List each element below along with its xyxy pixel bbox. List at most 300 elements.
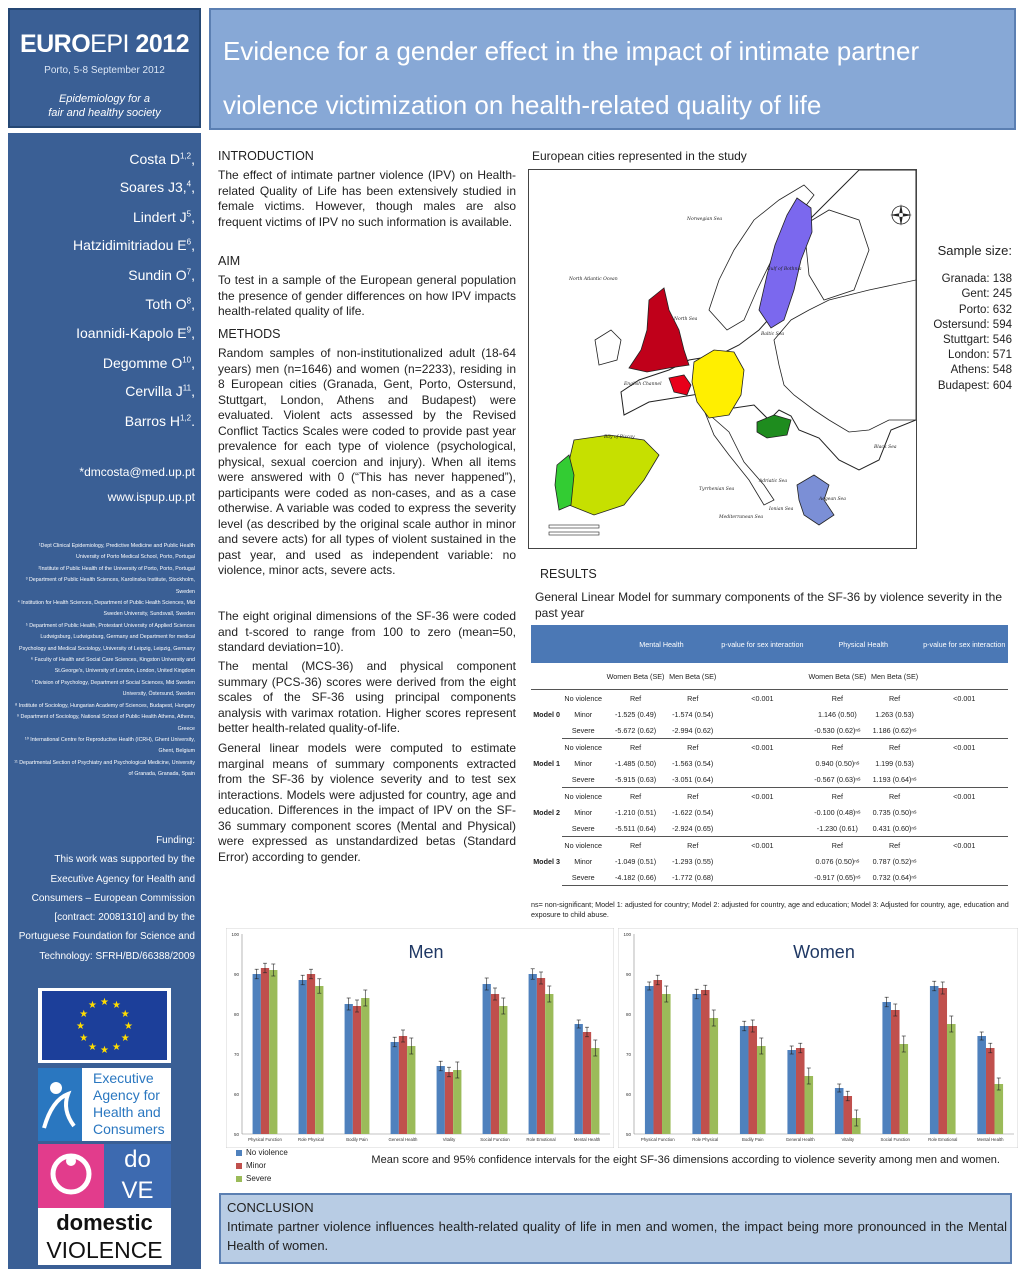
- y-tick-label: 50: [233, 1132, 239, 1137]
- affiliation-item: ⁴ Institution for Health Sciences, Department of Public Health Sciences, Mid Sweden University, Sundsvall, Sweden: [17, 600, 195, 618]
- author-surname: Degomme O: [102, 355, 183, 371]
- x-tick-label: Mental Health: [976, 1137, 1004, 1142]
- table-cell: -1.293 (0.55): [672, 856, 714, 866]
- affiliation-item: ⁹ Department of Sociology, National School of Public Health Athens, Athens, Greece: [16, 714, 195, 732]
- table-cell: -5.672 (0.62): [604, 722, 667, 739]
- table-cell: -2.924 (0.65): [667, 820, 719, 837]
- table-cell: [719, 706, 806, 722]
- table-row: [531, 690, 1008, 707]
- conclusion-heading: CONCLUSION: [227, 1200, 314, 1215]
- legend-label: Minor: [246, 1161, 267, 1170]
- author-affiliation-ref: 4: [186, 179, 192, 189]
- severity-label: Minor: [574, 758, 593, 768]
- p-value-cell: <0.001: [751, 791, 774, 801]
- table-cell: [920, 869, 1008, 886]
- severity-label: Severe: [562, 869, 604, 886]
- table-cell: [920, 804, 1008, 820]
- y-tick-label: 70: [233, 1052, 239, 1057]
- eahc-line-2: Agency for: [93, 1087, 160, 1103]
- sea-label: Adriatic Sea: [759, 479, 788, 484]
- table-cell: 0.735 (0.50)ⁿˢ: [872, 807, 917, 817]
- sea-label: English Channel: [624, 382, 662, 387]
- table-cell: [562, 663, 604, 690]
- table-cell: [719, 853, 806, 869]
- table-cell: [920, 663, 1008, 690]
- eahc-text: [93, 1070, 165, 1138]
- p-value-cell: <0.001: [953, 693, 976, 703]
- y-tick-label: 50: [625, 1132, 631, 1137]
- eu-star-icon: ★: [88, 1041, 97, 1053]
- eu-star-icon: ★: [79, 1033, 89, 1044]
- methods-paragraph-2: The eight original dimensions of the SF-36 were coded and t-scored to range from 100 to zero (mean=50, standard deviation=10).: [218, 609, 516, 654]
- p-value-cell: <0.001: [953, 791, 976, 801]
- chart-bar: [787, 1050, 796, 1134]
- table-cell: 0.431 (0.60)ⁿˢ: [869, 820, 921, 837]
- author-surname: Cervilla J: [125, 383, 183, 399]
- author-separator: ,: [191, 237, 195, 253]
- affiliation-item: ¹⁰ International Centre for Reproductive Health (ICRH), Ghent University, Ghent, Belgium: [24, 736, 195, 755]
- table-cell: 0.076 (0.50)ⁿˢ: [815, 856, 860, 866]
- results-heading: RESULTS: [540, 567, 597, 581]
- author-surname: Ioannidi-Kapolo E: [76, 325, 187, 341]
- chart-bar: [445, 1072, 453, 1134]
- model-label: Model 2: [533, 807, 560, 817]
- legend-swatch: [236, 1176, 242, 1182]
- sea-label: Mediterranean Sea: [719, 515, 764, 520]
- table-subheader-row: [531, 663, 1008, 690]
- affiliations: [12, 541, 195, 781]
- chart-bar: [545, 994, 553, 1134]
- sample-size-heading: Sample size:: [937, 243, 1012, 258]
- table-row: [531, 804, 1008, 820]
- table-cell: 1.263 (0.53): [875, 709, 914, 719]
- author-name: [129, 151, 195, 167]
- table-cell: -3.051 (0.64): [667, 771, 719, 788]
- eu-star-icon: ★: [120, 1009, 130, 1020]
- eu-star-icon: ★: [112, 1041, 121, 1053]
- chart-bar: [930, 986, 939, 1134]
- table-cell: 0.787 (0.52)ⁿˢ: [872, 856, 917, 866]
- model-label: Model 1: [533, 758, 560, 768]
- author-affiliation-ref: 1,2: [179, 151, 192, 161]
- author-surname: Sundin O: [128, 267, 187, 283]
- author-affiliation-ref: 7: [186, 267, 192, 277]
- table-cell: [920, 755, 1008, 771]
- table-cell: -1.772 (0.68): [667, 869, 719, 886]
- eu-star-icon: ★: [79, 1009, 89, 1020]
- chart-bar: [645, 986, 654, 1134]
- model-label: Model 0: [533, 709, 560, 719]
- author-affiliation-ref: 10: [182, 355, 192, 365]
- chart-bar: [345, 1004, 353, 1134]
- logo-euro: EURO: [19, 30, 91, 58]
- author-name: [125, 413, 195, 429]
- funding-text: This work was supported by the Executive Agency for Health and Consumers – European Commission [contract: 20081310] and by the Portuguese Foundation for Science and Technology: SFRH/BD/66388/2009: [18, 854, 195, 962]
- affiliation-item: ⁶ Faculty of Health and Social Care Sciences, Kingston University and St.George's, University of London, London, United Kingdom: [30, 657, 195, 675]
- table-cell: -0.530 (0.62)ⁿˢ: [806, 722, 869, 739]
- eu-star-icon: ★: [100, 1045, 109, 1056]
- author-surname: Lindert J: [132, 209, 187, 225]
- conference-logo: [8, 8, 201, 128]
- table-cell: 0.940 (0.50)ⁿˢ: [815, 758, 860, 768]
- table-cell: -0.917 (0.65)ⁿˢ: [806, 869, 869, 886]
- chart-bar: [537, 978, 545, 1134]
- y-tick-label: 100: [623, 932, 631, 937]
- chart-title: Men: [408, 942, 444, 962]
- y-tick-label: 60: [625, 1092, 631, 1097]
- chart-bar: [986, 1048, 995, 1134]
- affiliation-item: ⁵ Department of Public Health, Protestant University of Applied Sciences Ludwigsburg, Ludwigsburg, Germany and Department for medical Psychology and Medical Sociology, University of Leipzig, Leipzig, Germany: [19, 622, 195, 652]
- chart-bar: [757, 1046, 766, 1134]
- severity-label: No violence: [564, 791, 602, 801]
- chart-bar: [710, 1018, 719, 1134]
- table-cell: -1.563 (0.54): [672, 758, 714, 768]
- author-separator: ,: [191, 151, 195, 167]
- chart-caption: Mean score and 95% confidence intervals for the eight SF-36 dimensions according to violence severity among men and women.: [371, 1154, 1000, 1166]
- chart-bar: [391, 1042, 399, 1134]
- funding-heading: Funding:: [156, 835, 195, 846]
- author-affiliation-ref: 1,2: [179, 413, 192, 423]
- author-surname: Hatzidimitriadou E: [73, 237, 187, 253]
- table-cell: Ref: [687, 693, 699, 703]
- chart-bar: [653, 980, 662, 1134]
- p-value-cell: <0.001: [953, 742, 976, 752]
- poster-title: Evidence for a gender effect in the impact of intimate partner violence victimization on health-related quality of life: [223, 36, 920, 120]
- y-tick-label: 80: [233, 1012, 239, 1017]
- model-label: Model 3: [533, 856, 560, 866]
- chart-bar: [491, 994, 499, 1134]
- severity-label: No violence: [564, 693, 602, 703]
- author-separator: .: [191, 413, 195, 429]
- table-cell: Ref: [831, 840, 843, 850]
- chart-bar: [261, 968, 269, 1134]
- chart-bar: [315, 986, 323, 1134]
- chart-bar: [835, 1088, 844, 1134]
- chart-bar: [575, 1024, 583, 1134]
- severity-label: Minor: [574, 709, 593, 719]
- author-separator: ,: [191, 325, 195, 341]
- map-caption: European cities represented in the study: [532, 149, 747, 163]
- table-cell: Ref: [831, 742, 843, 752]
- sea-label: Baltic Sea: [761, 332, 785, 337]
- table-row: [531, 853, 1008, 869]
- eu-flag-logo: [38, 988, 171, 1063]
- table-cell: -1.210 (0.51): [614, 807, 657, 817]
- eahc-line-3: Health and: [93, 1104, 161, 1120]
- y-tick-label: 60: [233, 1092, 239, 1097]
- introduction-heading: INTRODUCTION: [218, 149, 314, 163]
- author-name: [73, 237, 195, 253]
- table-cell: [920, 820, 1008, 837]
- sea-label: Tyrrhenian Sea: [699, 487, 735, 492]
- legend-item: [236, 1172, 288, 1185]
- table-cell: [719, 804, 806, 820]
- sea-label: Aegean Sea: [819, 497, 846, 502]
- table-row: [531, 722, 1008, 739]
- table-cell: [719, 755, 806, 771]
- author-name: [103, 355, 195, 371]
- table-row: [531, 788, 1008, 805]
- chart-title: Women: [793, 942, 855, 962]
- sea-label: North Sea: [674, 317, 698, 322]
- results-table: [531, 625, 1008, 886]
- table-cell: Ref: [629, 791, 642, 801]
- table-cell: [719, 771, 806, 788]
- eu-star-icon: ★: [112, 1000, 121, 1012]
- legend-label: No violence: [246, 1148, 288, 1157]
- chart-bar: [253, 974, 261, 1134]
- x-tick-label: Bodily Pain: [346, 1137, 368, 1142]
- x-tick-label: Physical Function: [248, 1137, 282, 1142]
- table-cell: [920, 706, 1008, 722]
- author-surname: Soares J3,: [119, 179, 187, 195]
- sea-label: Gulf of Bothnia: [767, 267, 802, 272]
- author-separator: ,: [191, 296, 195, 312]
- y-tick-label: 100: [231, 932, 239, 937]
- y-tick-label: 70: [625, 1052, 631, 1057]
- chart-bar: [995, 1084, 1004, 1134]
- table-row: [531, 771, 1008, 788]
- author-name: [76, 325, 195, 341]
- logo-year: 2012: [135, 30, 190, 58]
- table-cell: 1.193 (0.64)ⁿˢ: [869, 771, 921, 788]
- conference-name: [10, 30, 199, 59]
- table-cell: -4.182 (0.66): [604, 869, 667, 886]
- x-tick-label: Social Function: [480, 1137, 510, 1142]
- chart-bar: [499, 1006, 507, 1134]
- table-row: [531, 869, 1008, 886]
- severity-label: Minor: [574, 807, 593, 817]
- author-name: [128, 267, 195, 283]
- table-cell: [719, 820, 806, 837]
- chart-bar: [483, 984, 491, 1134]
- sample-size-item: Stuttgart: 546: [942, 334, 1012, 347]
- conference-tagline: [10, 92, 199, 120]
- author-surname: Barros H: [124, 413, 180, 429]
- p-value-cell: <0.001: [953, 840, 976, 850]
- affiliation-item: ¹Dept Clinical Epidemiology, Predictive Medicine and Public Health: [38, 543, 195, 549]
- table-cell: -5.915 (0.63): [604, 771, 667, 788]
- table-row: [531, 837, 1008, 854]
- table-header-cell: [531, 625, 562, 663]
- sample-size-item: Athens: 548: [950, 364, 1012, 377]
- sample-size-item: Budapest: 604: [937, 379, 1012, 392]
- x-tick-label: Social Function: [880, 1137, 910, 1142]
- conclusion-box: [219, 1193, 1012, 1264]
- dove-logo: [38, 1144, 171, 1265]
- author-affiliation-ref: 9: [186, 325, 192, 335]
- table-cell: Ref: [687, 840, 699, 850]
- table-cell: -0.100 (0.48)ⁿˢ: [814, 807, 861, 817]
- sample-size-item: Porto: 632: [958, 303, 1012, 316]
- sample-size-item: Ostersund: 594: [933, 318, 1012, 331]
- eu-star-icon: ★: [120, 1033, 130, 1044]
- chart-bar: [437, 1066, 445, 1134]
- affiliation-item: ²Institute of Public Health of the University of Porto, Porto, Portugal: [38, 565, 195, 572]
- x-tick-label: General Health: [388, 1137, 418, 1142]
- women-bar-chart: [618, 928, 1018, 1148]
- table-cell: Ref: [888, 840, 901, 850]
- x-tick-label: Role Emotional: [526, 1137, 556, 1142]
- sea-label: Norwegian Sea: [687, 217, 723, 222]
- table-cell: Ref: [629, 742, 642, 752]
- table-header-row: [531, 625, 1008, 663]
- author-separator: ,: [191, 355, 195, 371]
- table-cell: Ref: [629, 693, 642, 703]
- table-cell: Ref: [831, 693, 843, 703]
- x-tick-label: Role Emotional: [928, 1137, 958, 1142]
- sample-size-item: Granada: 138: [941, 273, 1012, 286]
- affiliation-item: University of Porto Medical School, Porto, Portugal: [76, 554, 195, 561]
- europe-map-graphic: [529, 170, 916, 548]
- introduction-text: The effect of intimate partner violence (IPV) on Health-related Quality of Life has been extensively studied in female victims. However, though males are also frequent victims of IPV no such information is available.: [218, 168, 516, 229]
- x-tick-label: Mental Health: [573, 1137, 601, 1142]
- y-tick-label: 90: [625, 972, 631, 977]
- sample-size-list: [920, 243, 1012, 394]
- chart-bar: [407, 1046, 415, 1134]
- affiliation-item: ⁸ Institute of Sociology, Hungarian Academy of Sciences, Budapest, Hungary: [15, 702, 195, 709]
- eahc-line-4: Consumers: [93, 1121, 165, 1137]
- table-cell: [719, 722, 806, 739]
- chart-bar: [701, 990, 710, 1134]
- chart-bar: [692, 994, 701, 1134]
- table-cell: -0.567 (0.63)ⁿˢ: [806, 771, 869, 788]
- chart-bar: [583, 1032, 591, 1134]
- chart-bar: [529, 974, 537, 1134]
- methods-paragraph-4: General linear models were computed to estimate marginal means of summary components extracted from the SF-36 by violence severity and to test sex interactions. Models were adjusted for country, age and education. Differences in the impact of IPV on the SF-36 summary component scores (Mental and Physical) were expressed as unstandardized betas (Standard Error) according to gender.: [218, 741, 516, 864]
- tagline-line-1: Epidemiology for a: [58, 93, 151, 105]
- chart-bar: [947, 1024, 956, 1134]
- chart-bar: [882, 1002, 891, 1134]
- methods-paragraph-1: Random samples of non-institutionalized adult (18-64 years) men (n=1646) and women (n=2233), residing in 8 European cities (Granada, Gent, Porto, Ostersund, Stuttgart, London, Athens and Budapest) were evaluated. Violent acts assessed by the Revised Conflict Tactics Scales were coded to provide past year prevalence for each type of violence (psychological, physical, sexual coercion and injury). When all items were answered with 0 (“This has never happened”), participants were coded as non-cases, and as a case otherwise. A variable was coded to express the severity level (as described by the original scale author in minor and severe acts) for all types of violent sustained in the past year, and used as independent variable: no violence, minor acts, severe acts.: [218, 346, 516, 577]
- severity-label: Severe: [562, 722, 604, 739]
- table-cell: Ref: [629, 840, 642, 850]
- table-cell: Ref: [888, 791, 901, 801]
- author-separator: ,: [191, 209, 195, 225]
- table-subheader-cell: Women Beta (SE): [806, 663, 869, 690]
- table-footnote: ns= non-significant; Model 1: adjusted for country; Model 2: adjusted for country, age and education; Model 3: Adjusted for country, age, education and exposure to child abuse.: [531, 900, 1009, 919]
- severity-label: No violence: [564, 742, 602, 752]
- table-row: [531, 755, 1008, 771]
- table-cell: [920, 853, 1008, 869]
- men-bar-chart: [226, 928, 614, 1148]
- chart-bar: [361, 998, 369, 1134]
- eahc-line-1: Executive: [93, 1070, 154, 1086]
- tagline-line-2: fair and healthy society: [48, 107, 161, 119]
- table-cell: -1.049 (0.51): [614, 856, 657, 866]
- eu-star-icon: ★: [100, 997, 109, 1008]
- table-cell: -2.994 (0.62): [667, 722, 719, 739]
- chart-bar: [353, 1006, 361, 1134]
- severity-label: Severe: [562, 820, 604, 837]
- aim-heading: AIM: [218, 254, 241, 268]
- author-affiliation-ref: 6: [186, 237, 192, 247]
- p-value-cell: <0.001: [751, 693, 774, 703]
- sample-size-items: [920, 272, 1012, 394]
- chart-bar: [591, 1048, 599, 1134]
- table-cell: 0.732 (0.64)ⁿˢ: [869, 869, 921, 886]
- table-header-cell: p-value for sex interaction: [719, 625, 806, 663]
- chart-bar: [269, 970, 277, 1134]
- x-tick-label: Physical Function: [640, 1137, 675, 1142]
- methods-paragraph-3: The mental (MCS-36) and physical component summary (PCS-36) scores were derived from the eight scales of the SF-36 using principal components analysis with varimax rotation. Higher scores represent better health-related quality-of-life.: [218, 659, 516, 735]
- dove-wordmark: [104, 1144, 171, 1208]
- affiliation-item: ³ Department of Public Health Sciences, Karolinska Institute, Stockholm, Sweden: [25, 577, 195, 595]
- chart-bar: [307, 974, 315, 1134]
- author-separator: ,: [191, 383, 195, 399]
- table-cell: [920, 771, 1008, 788]
- eu-star-icon: ★: [124, 1021, 133, 1032]
- table-cell: -1.574 (0.54): [672, 709, 714, 719]
- funding-statement: [12, 831, 195, 966]
- table-row: [531, 739, 1008, 756]
- chart-bar: [748, 1026, 757, 1134]
- table-cell: 1.199 (0.53): [875, 758, 914, 768]
- table-cell: -5.511 (0.64): [604, 820, 667, 837]
- p-value-cell: <0.001: [751, 742, 774, 752]
- table-header-cell: Mental Health: [604, 625, 718, 663]
- sea-label: Ionian Sea: [769, 507, 794, 512]
- chart-bar: [977, 1036, 986, 1134]
- author-name: [133, 209, 195, 225]
- sample-size-item: Gent: 245: [961, 288, 1012, 301]
- logo-epi: EPI: [90, 30, 129, 58]
- table-header-cell: Physical Health: [806, 625, 920, 663]
- results-table-caption: General Linear Model for summary components of the SF-36 by violence severity in the past year: [535, 590, 1002, 620]
- author-separator: ,: [191, 179, 195, 195]
- table-cell: Ref: [687, 742, 699, 752]
- severity-label: No violence: [564, 840, 602, 850]
- table-cell: Ref: [831, 791, 843, 801]
- table-cell: -1.622 (0.54): [672, 807, 714, 817]
- dove-heart-icon: [38, 1144, 104, 1208]
- methods-heading: METHODS: [218, 327, 281, 341]
- table-cell: [719, 869, 806, 886]
- table-subheader-cell: Men Beta (SE): [667, 663, 719, 690]
- affiliation-item: ¹¹ Departmental Section of Psychiatry and Psychological Medicine, University of Granada, Granada, Spain: [14, 759, 195, 778]
- eahc-figure-icon: [38, 1068, 86, 1141]
- dove-domestic: domestic: [56, 1210, 153, 1235]
- chart-bar: [805, 1076, 814, 1134]
- table-cell: -1.485 (0.50): [614, 758, 657, 768]
- dove-do: do: [124, 1146, 151, 1173]
- y-tick-label: 90: [233, 972, 239, 977]
- table-cell: [719, 663, 806, 690]
- author-affiliation-ref: 8: [186, 296, 192, 306]
- sea-label: Black Sea: [874, 445, 897, 450]
- chart-bar: [299, 980, 307, 1134]
- poster-title-banner: [209, 8, 1016, 130]
- sea-label: Bay of Biscay: [604, 435, 635, 440]
- table-row: [531, 820, 1008, 837]
- aim-text: To test in a sample of the European general population the presence of gender differences on how IPV impacts health-related quality of life.: [218, 273, 516, 318]
- chart-bar: [399, 1036, 407, 1134]
- table-cell: [531, 663, 562, 690]
- table-cell: Ref: [888, 742, 901, 752]
- table-cell: Ref: [687, 791, 699, 801]
- author-surname: Toth O: [145, 296, 187, 312]
- author-sidebar: [8, 133, 201, 1269]
- contact-email[interactable]: *dmcosta@med.up.pt: [79, 465, 195, 479]
- y-tick-label: 80: [625, 1012, 631, 1017]
- table-header-cell: [562, 625, 604, 663]
- table-header-cell: p-value for sex interaction: [920, 625, 1008, 663]
- table-cell: 1.146 (0.50): [817, 709, 857, 719]
- website-link[interactable]: www.ispup.up.pt: [107, 490, 195, 504]
- affiliation-item: ⁷ Division of Psychology, Department of Social Sciences, Mid Sweden University, Östersund, Sweden: [31, 679, 195, 698]
- x-tick-label: Vitality: [442, 1137, 456, 1142]
- p-value-cell: <0.001: [751, 840, 774, 850]
